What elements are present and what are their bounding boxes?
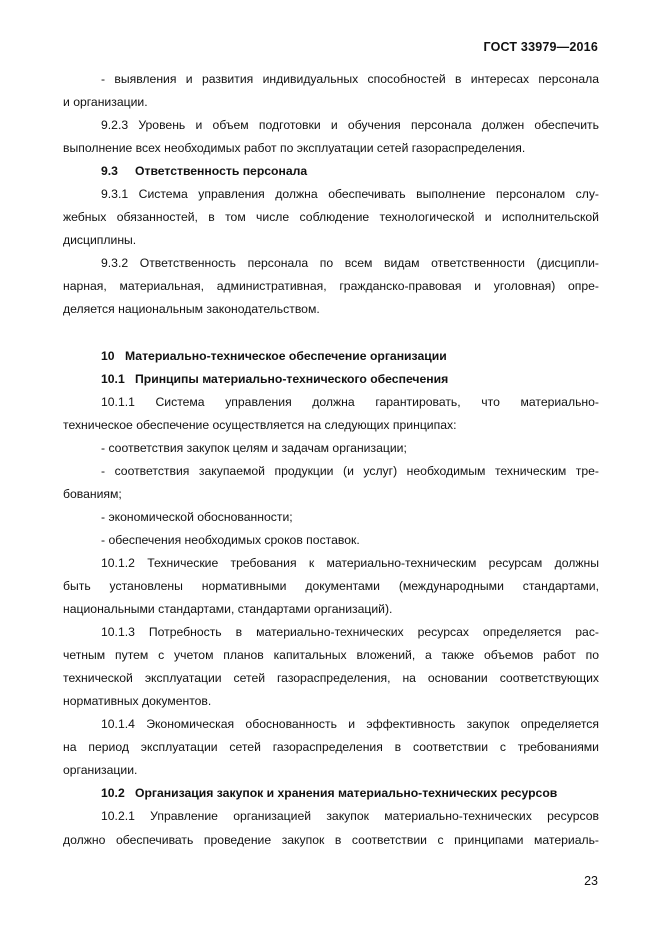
- text-line: четным путем с учетом планов капитальных вложений, а также объемов работ по: [63, 648, 599, 663]
- section-number: 10.2: [101, 786, 125, 801]
- section-title: Ответственность персонала: [135, 164, 308, 179]
- text-line: быть установлены нормативными документами (международными стандартами,: [63, 578, 599, 593]
- section-number: 10: [101, 348, 115, 363]
- list-item: - соответствия закупок целям и задачам организации;: [101, 440, 407, 455]
- text-line: 10.1.2 Технические требования к материально-техническим ресурсам должны: [101, 555, 599, 570]
- document-body: [63, 68, 599, 852]
- text-line: дисциплины.: [63, 233, 137, 248]
- text-line: техническое обеспечение осуществляется на следующих принципах:: [63, 417, 457, 432]
- text-line: 10.1.4 Экономическая обоснованность и эффективность закупок определяется: [101, 717, 599, 732]
- list-item: - обеспечения необходимых сроков поставок.: [101, 532, 360, 547]
- section-title: Принципы материально-технического обеспечения: [135, 371, 449, 386]
- section-number: 10.1: [101, 371, 125, 386]
- text-line: нормативных документов.: [63, 694, 212, 709]
- list-item: - экономической обоснованности;: [101, 509, 293, 524]
- text-line: 9.3.1 Система управления должна обеспечивать выполнение персоналом слу-: [101, 187, 599, 202]
- text-line: 9.3.2 Ответственность персонала по всем видам ответственности (дисципли-: [101, 256, 599, 271]
- section-title: Организация закупок и хранения материально-технических ресурсов: [135, 786, 558, 801]
- text-line: на период эксплуатации сетей газораспределения в соответствии с требованиями: [63, 740, 599, 755]
- text-line: бованиям;: [63, 486, 122, 501]
- text-line: - выявления и развития индивидуальных способностей в интересах персонала: [101, 72, 599, 86]
- text-line: национальными стандартами, стандартами организаций).: [63, 602, 393, 617]
- text-line: 10.1.3 Потребность в материально-технических ресурсах определяется рас-: [101, 625, 599, 640]
- page-number: 23: [584, 874, 598, 888]
- document-code: ГОСТ 33979—2016: [483, 40, 598, 54]
- text-line: организации.: [63, 763, 138, 778]
- text-line: 9.2.3 Уровень и объем подготовки и обучения персонала должен обеспечить: [101, 118, 599, 133]
- text-line: 10.1.1 Система управления должна гарантировать, что материально-: [101, 394, 599, 409]
- text-line: деляется национальным законодательством.: [63, 302, 320, 317]
- section-heading-10-1: [63, 368, 599, 391]
- section-title: Материально-техническое обеспечение организации: [125, 348, 447, 363]
- text-line: нарная, материальная, административная, гражданско-правовая и уголовная) опре-: [63, 279, 599, 294]
- spacer: [63, 322, 599, 345]
- text-line: жебных обязанностей, в том числе соблюдение технологической и исполнительской: [63, 210, 599, 225]
- text-line: технической эксплуатации сетей газораспределения, на основании соответствующих: [63, 671, 599, 686]
- text-line: должно обеспечивать проведение закупок в соответствии с принципами материаль-: [63, 832, 599, 847]
- section-heading-9-3: [63, 160, 599, 183]
- text-line: 10.2.1 Управление организацией закупок материально-технических ресурсов: [101, 809, 599, 824]
- text-line: выполнение всех необходимых работ по эксплуатации сетей газораспределения.: [63, 141, 526, 156]
- section-number: 9.3: [101, 164, 118, 179]
- list-item: - соответствия закупаемой продукции (и услуг) необходимым техническим тре-: [101, 463, 599, 478]
- section-heading-10: [63, 345, 599, 368]
- section-heading-10-2: [63, 782, 599, 805]
- text-line: и организации.: [63, 95, 148, 110]
